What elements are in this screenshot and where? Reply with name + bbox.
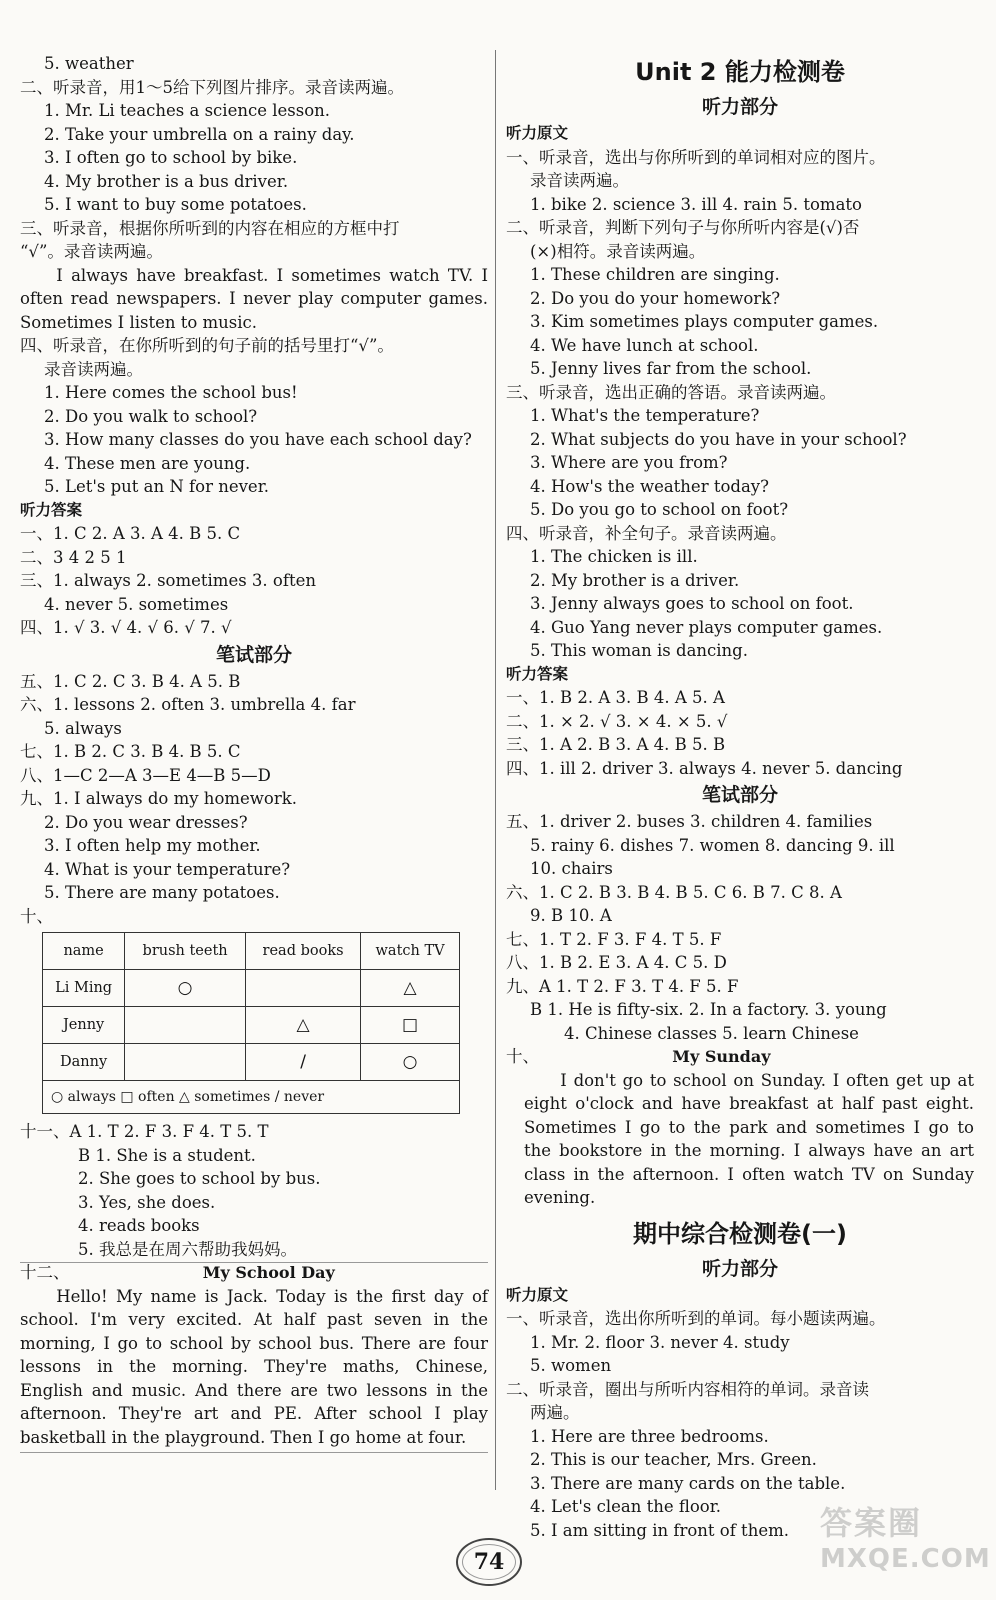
text-line: 1. What's the temperature? — [530, 406, 760, 425]
text-line: 2. What subjects do you have in your school? — [530, 429, 907, 449]
left-essay-heading — [20, 1261, 488, 1285]
text-line: 2. Do you walk to school? — [44, 406, 258, 426]
left-essay-text: Hello! My name is Jack. Today is the first day of school. I'm very excited. At half past seven in the morning, I go to school by school bus. There are four lessons in the morning. They're maths, Chinese, English and music. And there are two lessons in the afternoon. They're art and PE. After school I play basketball in the playground. Then I go home at four. — [20, 1286, 488, 1447]
text-line: 六、1. lessons 2. often 3. umbrella 4. far — [20, 695, 356, 714]
text-line: 5. 我总是在周六帮助我妈妈。 — [78, 1239, 297, 1259]
text-line: 3. There are many cards on the table. — [530, 1473, 846, 1493]
text-line: 1. Mr. Li teaches a science lesson. — [44, 101, 330, 120]
text-line: 2. She goes to school by bus. — [78, 1169, 321, 1188]
watermark-top: 答案圈 — [820, 1504, 923, 1542]
left-column — [20, 52, 488, 1449]
text-line: 录音读两遍。 — [44, 359, 143, 379]
text-line: “√”。录音读两遍。 — [20, 242, 163, 261]
table-legend-row — [43, 1081, 460, 1114]
page-number-text: 74 — [473, 1549, 505, 1575]
text-line: 5. Let's put an N for never. — [44, 477, 270, 496]
frequency-table — [42, 932, 460, 1114]
text-line: 一、1. B 2. A 3. B 4. A 5. A — [506, 688, 725, 707]
unit-title: Unit 2 能力检测卷 — [635, 58, 845, 86]
text-line: 三、听录音，根据你所听到的内容在相应的方框中打 — [20, 218, 400, 238]
text-line: 2. This is our teacher, Mrs. Green. — [530, 1450, 817, 1469]
text-line: 听力答案 — [506, 664, 569, 683]
text-line: 二、听录音，圈出与所听内容相符的单词。录音读 — [506, 1379, 869, 1399]
table-header-row — [43, 933, 460, 970]
right-listening-section — [506, 122, 974, 780]
essay-title: My Sunday — [672, 1047, 771, 1066]
text-line: 1. bike 2. science 3. ill 4. rain 5. tomato — [530, 194, 862, 214]
text-line: 5. This woman is dancing. — [530, 641, 748, 660]
text-line: 听力原文 — [506, 1285, 569, 1304]
text-line: 四、听录音，在你所听到的句子前的括号里打“√”。 — [20, 336, 394, 355]
text-line: 1. Here are three bedrooms. — [530, 1426, 769, 1446]
essay-label: 十、 — [506, 1047, 539, 1066]
text-line: 3. I often go to school by bike. — [44, 148, 298, 167]
page-number-ring — [462, 1544, 516, 1580]
text-line: 一、1. C 2. A 3. A 4. B 5. C — [20, 524, 241, 543]
text-line: 2. Do you do your homework? — [530, 288, 781, 308]
text-line: 2. My brother is a driver. — [530, 570, 740, 590]
text-line: 二、听录音，判断下列句子与你所听内容是(√)否 — [506, 218, 860, 237]
text-line: 四、1. ill 2. driver 3. always 4. never 5. dancing — [506, 758, 903, 778]
table-row — [43, 1007, 460, 1044]
text-line: 4. reads books — [78, 1216, 200, 1235]
table-header-cell: name — [43, 933, 125, 970]
table-symbol-cell — [125, 1007, 246, 1044]
watermark-bottom: MXQE.COM — [820, 1544, 991, 1574]
table-row — [43, 1044, 460, 1081]
text-line: 5. women — [530, 1356, 612, 1375]
text-line: 九、1. I always do my homework. — [20, 789, 297, 808]
left-written-heading: 笔试部分 — [215, 643, 292, 666]
text-line: 4. These men are young. — [44, 453, 251, 473]
left-listening-answers — [20, 334, 488, 640]
text-line: 八、1—C 2—A 3—E 4—B 5—D — [20, 765, 271, 785]
text-line: B 1. He is fifty-six. 2. In a factory. 3. young — [530, 1000, 887, 1019]
table-name-cell: Jenny — [43, 1007, 125, 1044]
essay-title: My School Day — [202, 1263, 335, 1282]
text-line: 六、1. C 2. B 3. B 4. B 5. C 6. B 7. C 8. A — [506, 882, 842, 902]
text-line: 4. Guo Yang never plays computer games. — [530, 617, 883, 637]
text-line: 一、听录音，选出你所听到的单词。每小题读两遍。 — [506, 1309, 886, 1328]
column-divider — [495, 50, 496, 1490]
text-line: 4. never 5. sometimes — [44, 594, 229, 614]
text-line: 四、1. √ 3. √ 4. √ 6. √ 7. √ — [20, 618, 232, 637]
text-line: 5. Jenny lives far from the school. — [530, 359, 812, 378]
text-line: 1. The chicken is ill. — [530, 547, 698, 566]
text-line: 3. How many classes do you have each school day? — [44, 430, 472, 449]
essay-rule-bottom — [20, 1452, 488, 1453]
midterm-listening-heading: 听力部分 — [701, 1257, 778, 1280]
text-line: 5. always — [44, 718, 122, 738]
text-line: 三、听录音，选出正确的答语。录音读两遍。 — [506, 382, 836, 402]
table-row — [43, 970, 460, 1007]
table-name-cell: Danny — [43, 1044, 125, 1081]
table-symbol-cell: / — [245, 1044, 360, 1081]
table-legend: ○ always □ often △ sometimes / never — [43, 1081, 460, 1114]
text-line: 2. Take your umbrella on a rainy day. — [44, 124, 355, 144]
text-line: 10. chairs — [530, 859, 613, 878]
text-line: 五、1. C 2. C 3. B 4. A 5. B — [20, 671, 241, 691]
left-reading-answers — [20, 1120, 488, 1261]
text-line: 5. I am sitting in front of them. — [530, 1520, 789, 1540]
right-essay-heading — [506, 1045, 974, 1069]
text-line: 录音读两遍。 — [530, 171, 629, 190]
right-written-answers — [506, 810, 974, 1045]
table-header-cell: watch TV — [361, 933, 460, 970]
text-line: 5. Do you go to school on foot? — [530, 500, 789, 519]
text-line: 听力答案 — [20, 500, 83, 519]
table-symbol-cell — [125, 1044, 246, 1081]
text-line: 十、 — [20, 906, 53, 926]
left-listening-paragraph: I always have breakfast. I sometimes watch TV. I often read newspapers. I never play computer games. Sometimes I listen to music. — [20, 265, 488, 332]
page-number — [456, 1538, 522, 1586]
table-symbol-cell — [245, 970, 360, 1007]
table-symbol-cell: △ — [245, 1007, 360, 1044]
watermark-logo — [820, 1498, 991, 1594]
right-essay-text: I don't go to school on Sunday. I often get up at eight o'clock and have breakfast at half past eight. Sometimes I go to the park and sometimes I go to the bookstore in the morning. I always have an art class in the afternoon. I often watch TV on Sunday evening. — [524, 1070, 974, 1207]
text-line: 1. These children are singing. — [530, 265, 780, 284]
text-line: 三、1. always 2. sometimes 3. often — [20, 571, 316, 590]
text-line: 听力原文 — [506, 124, 569, 142]
text-line: 4. We have lunch at school. — [530, 335, 759, 355]
text-line: 七、1. B 2. C 3. B 4. B 5. C — [20, 742, 241, 761]
text-line: 4. Let's clean the floor. — [530, 1497, 722, 1516]
table-header-cell: read books — [245, 933, 360, 970]
left-listening-script — [20, 52, 488, 264]
text-line: 一、听录音，选出与你所听到的单词相对应的图片。 — [506, 147, 886, 167]
text-line: 9. B 10. A — [530, 906, 612, 925]
text-line: 4. Chinese classes 5. learn Chinese — [564, 1023, 859, 1043]
text-line: 4. What is your temperature? — [44, 859, 291, 879]
text-line: 3. Yes, she does. — [78, 1192, 216, 1212]
text-line: 四、听录音，补全句子。录音读两遍。 — [506, 523, 787, 543]
text-line: 1. Mr. 2. floor 3. never 4. study — [530, 1332, 790, 1352]
text-line: 1. Here comes the school bus! — [44, 383, 298, 402]
text-line: 两遍。 — [530, 1403, 580, 1422]
text-line: 4. My brother is a bus driver. — [44, 171, 289, 191]
text-line: 5. There are many potatoes. — [44, 883, 280, 902]
left-written-answers — [20, 670, 488, 929]
text-line: (×)相符。录音读两遍。 — [530, 241, 706, 261]
right-written-heading: 笔试部分 — [701, 784, 778, 806]
text-line: 3. Jenny always goes to school on foot. — [530, 594, 854, 613]
listening-heading: 听力部分 — [701, 96, 778, 118]
text-line: 八、1. B 2. E 3. A 4. C 5. D — [506, 953, 727, 972]
text-line: 5. I want to buy some potatoes. — [44, 195, 307, 214]
text-line: 3. Kim sometimes plays computer games. — [530, 312, 879, 331]
right-column — [506, 52, 974, 1542]
table-symbol-cell: ○ — [125, 970, 246, 1007]
text-line: 九、A 1. T 2. F 3. T 4. F 5. F — [506, 976, 739, 996]
text-line: 3. Where are you from? — [530, 453, 728, 472]
text-line: 十一、A 1. T 2. F 3. F 4. T 5. T — [20, 1122, 269, 1141]
text-line: 七、1. T 2. F 3. F 4. T 5. F — [506, 929, 722, 949]
text-line: 4. How's the weather today? — [530, 476, 769, 496]
table-symbol-cell: △ — [361, 970, 460, 1007]
text-line: 5. weather — [44, 54, 134, 73]
essay-rule-top — [20, 1262, 488, 1263]
table-name-cell: Li Ming — [43, 970, 125, 1007]
text-line: 五、1. driver 2. buses 3. children 4. families — [506, 812, 873, 831]
midterm-title: 期中综合检测卷(一) — [633, 1219, 847, 1248]
text-line: 二、听录音，用1～5给下列图片排序。录音读两遍。 — [20, 77, 404, 97]
text-line: 三、1. A 2. B 3. A 4. B 5. B — [506, 735, 726, 754]
text-line: 2. Do you wear dresses? — [44, 812, 248, 832]
text-line: 二、3 4 2 5 1 — [20, 547, 127, 567]
text-line: 二、1. × 2. √ 3. × 4. × 5. √ — [506, 711, 728, 731]
table-header-cell: brush teeth — [125, 933, 246, 970]
text-line: 5. rainy 6. dishes 7. women 8. dancing 9. ill — [530, 835, 895, 855]
essay-label: 十二、 — [20, 1263, 70, 1282]
text-line: 3. I often help my mother. — [44, 836, 261, 855]
text-line: B 1. She is a student. — [78, 1145, 256, 1165]
table-symbol-cell: ○ — [361, 1044, 460, 1081]
table-symbol-cell: □ — [361, 1007, 460, 1044]
